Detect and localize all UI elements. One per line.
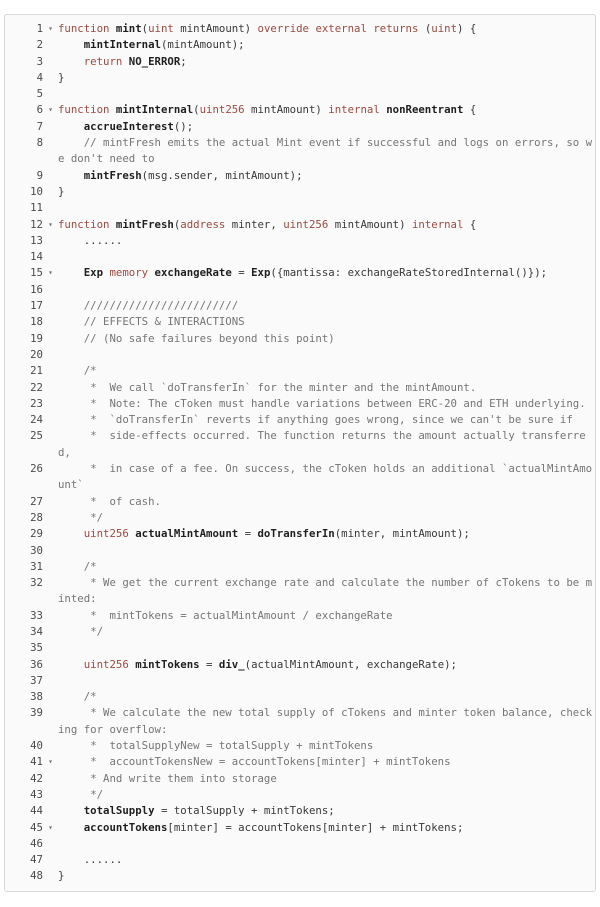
token-comment: * mintTokens = actualMintAmount / exchangeRate — [58, 608, 393, 622]
token-plain: (actualMintAmount, exchangeRate); — [244, 657, 457, 671]
code-line — [9, 820, 595, 836]
code-text — [58, 787, 595, 803]
code-text — [58, 608, 595, 624]
token-identifier: mintFresh — [115, 217, 174, 231]
line-number: 7 — [36, 119, 43, 133]
token-plain: mintAmount) — [328, 217, 412, 231]
code-line — [9, 282, 595, 298]
line-number: 4 — [36, 70, 43, 84]
token-keyword: memory — [109, 266, 149, 280]
code-line — [9, 494, 595, 510]
code-line — [9, 119, 595, 135]
code-line — [9, 249, 595, 265]
token-comment: * `doTransferIn` reverts if anything goes wrong, since we can't be sure if — [58, 413, 573, 427]
token-plain — [58, 690, 84, 703]
code-line — [9, 608, 595, 624]
token-comment: * side-effects occurred. The function returns the amount actually transferred, — [58, 429, 586, 459]
code-text — [58, 265, 595, 281]
code-line — [9, 70, 595, 86]
token-plain: ; — [180, 54, 187, 68]
token-comment: * totalSupplyNew = totalSupply + mintTokens — [58, 739, 374, 753]
code-line — [9, 852, 595, 868]
code-text — [58, 575, 595, 608]
token-keyword: uint — [431, 22, 458, 35]
token-comment: /* — [83, 559, 97, 573]
code-line — [9, 21, 595, 37]
code-text — [58, 37, 595, 53]
code-line — [9, 184, 595, 200]
token-identifier: doTransferIn — [257, 527, 335, 541]
line-number: 40 — [30, 739, 43, 753]
line-number: 10 — [30, 184, 43, 198]
token-keyword: returns — [373, 22, 419, 35]
token-identifier: exchangeRate — [154, 266, 232, 280]
line-number: 25 — [30, 429, 43, 443]
token-identifier: mintInternal — [83, 38, 161, 52]
token-plain: ( — [418, 22, 432, 35]
token-keyword: uint256 — [199, 103, 245, 117]
line-number: 44 — [30, 804, 43, 818]
code-line — [9, 836, 595, 852]
line-number: 22 — [30, 380, 43, 394]
code-line — [9, 331, 595, 347]
line-number: 42 — [30, 771, 43, 785]
code-line — [9, 543, 595, 559]
code-text — [58, 102, 595, 118]
token-keyword: external — [315, 22, 367, 35]
code-line — [9, 624, 595, 640]
token-plain: } — [58, 184, 65, 198]
token-plain — [58, 821, 84, 834]
line-number: 29 — [30, 527, 43, 541]
code-line — [9, 771, 595, 787]
token-plain — [58, 332, 84, 345]
line-number: 38 — [30, 690, 43, 704]
line-number: 28 — [30, 510, 43, 524]
token-comment: * And write them into storage — [58, 771, 277, 785]
token-plain: } — [58, 869, 65, 883]
line-number: 27 — [30, 494, 43, 508]
line-number: 20 — [30, 347, 43, 361]
code-text — [58, 820, 595, 836]
token-plain — [58, 658, 84, 671]
code-line — [9, 428, 595, 461]
code-text — [58, 428, 595, 461]
token-identifier: Exp — [251, 266, 271, 280]
code-lines — [9, 21, 595, 885]
code-text — [58, 298, 595, 314]
token-plain: mintAmount) — [244, 103, 329, 117]
code-line — [9, 461, 595, 494]
token-plain — [58, 560, 84, 573]
code-text — [58, 331, 595, 347]
token-plain: ...... — [58, 853, 123, 867]
code-text — [58, 412, 595, 428]
code-line — [9, 314, 595, 330]
token-plain: (); — [173, 119, 194, 133]
token-plain: ...... — [58, 233, 123, 247]
token-comment: /* — [83, 690, 97, 704]
line-number: 21 — [30, 364, 43, 378]
code-line — [9, 37, 595, 53]
token-identifier: NO_ERROR — [128, 54, 181, 68]
token-plain — [58, 169, 84, 182]
token-identifier: mint — [115, 22, 142, 35]
token-identifier: mintFresh — [83, 168, 142, 182]
code-line — [9, 738, 595, 754]
code-line — [9, 86, 595, 102]
code-line — [9, 559, 595, 575]
token-comment: // mintFresh emits the actual Mint event if successful and logs on errors, so we don't need to — [58, 136, 593, 166]
line-number: 39 — [30, 706, 43, 720]
code-text — [58, 657, 595, 673]
token-keyword: function — [58, 217, 116, 231]
token-plain: = — [199, 657, 219, 671]
code-line — [9, 705, 595, 738]
token-plain: { — [463, 103, 477, 117]
code-line — [9, 575, 595, 608]
token-comment: * We call `doTransferIn` for the minter and the mintAmount. — [58, 380, 477, 394]
line-number: 24 — [30, 413, 43, 427]
line-number: 19 — [30, 331, 43, 345]
code-text — [58, 624, 595, 640]
line-number: 37 — [30, 673, 43, 687]
code-text — [58, 771, 595, 787]
code-line — [9, 396, 595, 412]
token-keyword: function — [58, 22, 116, 35]
code-line — [9, 298, 595, 314]
code-line — [9, 217, 595, 233]
token-comment: * We calculate the new total supply of cTokens and minter token balance, checking for overflow: — [58, 706, 593, 736]
token-plain: = — [231, 266, 252, 280]
code-line — [9, 54, 595, 70]
code-block — [4, 14, 596, 892]
code-line — [9, 868, 595, 884]
code-line — [9, 200, 595, 216]
code-line — [9, 510, 595, 526]
line-number: 17 — [30, 299, 43, 313]
token-plain — [58, 315, 84, 328]
token-comment: //////////////////////// — [83, 299, 239, 313]
code-text — [58, 689, 595, 705]
token-plain: mintAmount) — [173, 22, 258, 35]
code-text — [58, 461, 595, 494]
line-number: 41 — [30, 755, 43, 769]
token-keyword: override — [257, 22, 309, 35]
code-text — [58, 868, 595, 884]
token-plain: ( — [141, 22, 149, 35]
token-plain: [minter] = accountTokens[minter] + mintTokens; — [167, 820, 464, 834]
line-number: 45 — [30, 820, 43, 834]
code-text — [58, 510, 595, 526]
token-comment: /* — [83, 364, 97, 378]
code-line — [9, 657, 595, 673]
line-number: 36 — [30, 657, 43, 671]
line-number: 9 — [36, 168, 43, 182]
token-comment: */ — [58, 787, 104, 801]
token-plain — [58, 364, 84, 377]
token-identifier: actualMintAmount — [135, 527, 239, 541]
line-number: 30 — [30, 543, 43, 557]
code-line — [9, 265, 595, 281]
code-text — [58, 233, 595, 249]
token-keyword: function — [58, 103, 116, 117]
fold-arrow-icon[interactable]: ▾ — [48, 105, 53, 115]
token-plain — [58, 527, 84, 540]
fold-arrow-icon[interactable]: ▾ — [48, 24, 53, 33]
token-comment: // EFFECTS & INTERACTIONS — [83, 315, 245, 329]
code-text — [58, 70, 595, 86]
token-plain — [58, 266, 84, 279]
code-line — [9, 787, 595, 803]
token-identifier: mintTokens — [135, 657, 200, 671]
token-identifier: div_ — [218, 657, 245, 671]
token-plain: ( — [173, 217, 181, 231]
code-text — [58, 21, 595, 37]
token-plain: (minter, mintAmount); — [334, 527, 470, 541]
line-number: 1 — [36, 22, 43, 35]
fold-arrow-icon[interactable]: ▾ — [48, 268, 53, 278]
token-comment: * Note: The cToken must handle variations between ERC-20 and ETH underlying. — [58, 396, 586, 410]
code-line — [9, 412, 595, 428]
line-number: 6 — [36, 103, 43, 117]
code-line — [9, 640, 595, 656]
code-line — [9, 168, 595, 184]
code-line — [9, 689, 595, 705]
code-text — [58, 363, 595, 379]
token-comment: // (No safe failures beyond this point) — [83, 331, 335, 345]
code-line — [9, 102, 595, 118]
code-line — [9, 526, 595, 542]
line-number: 18 — [30, 315, 43, 329]
token-plain: ( — [193, 103, 200, 117]
line-number: 31 — [30, 559, 43, 573]
line-number: 26 — [30, 462, 43, 476]
line-number: 14 — [30, 250, 43, 264]
line-number: 43 — [30, 787, 43, 801]
code-line — [9, 754, 595, 770]
token-identifier: accountTokens — [83, 820, 168, 834]
token-identifier: nonReentrant — [386, 103, 464, 117]
code-line — [9, 380, 595, 396]
token-keyword: uint — [148, 22, 174, 35]
line-number: 12 — [30, 217, 43, 231]
code-text — [58, 396, 595, 412]
line-number: 2 — [36, 38, 43, 52]
code-text — [58, 705, 595, 738]
code-text — [58, 380, 595, 396]
code-line — [9, 803, 595, 819]
token-keyword: uint256 — [83, 657, 129, 671]
token-plain: ({mantissa: exchangeRateStoredInternal()}); — [270, 266, 548, 280]
token-comment: * of cash. — [58, 494, 161, 508]
token-plain: { — [463, 217, 477, 231]
token-comment: * We get the current exchange rate and calculate the number of cTokens to be minted: — [58, 576, 593, 606]
line-number: 13 — [30, 233, 43, 247]
line-number: 46 — [30, 836, 43, 850]
line-number: 11 — [30, 201, 43, 215]
line-number: 23 — [30, 396, 43, 410]
code-text — [58, 184, 595, 200]
token-plain — [58, 38, 84, 51]
code-text — [58, 852, 595, 868]
token-keyword: internal — [328, 103, 380, 117]
code-line — [9, 347, 595, 363]
token-plain: minter, — [225, 217, 284, 231]
token-plain: (mintAmount); — [160, 38, 245, 52]
token-plain: = totalSupply + mintTokens; — [154, 804, 335, 818]
line-number: 15 — [30, 266, 43, 280]
code-text — [58, 754, 595, 770]
code-line — [9, 673, 595, 689]
token-keyword: uint256 — [283, 217, 329, 231]
fold-arrow-icon[interactable]: ▾ — [48, 219, 53, 229]
token-keyword: address — [180, 217, 226, 231]
line-number: 16 — [30, 282, 43, 296]
token-plain: ) { — [457, 22, 477, 35]
code-text — [58, 168, 595, 184]
fold-arrow-icon[interactable]: ▾ — [48, 757, 53, 767]
token-plain: (msg.sender, mintAmount); — [141, 168, 303, 182]
token-identifier: accrueInterest — [83, 119, 174, 133]
line-number: 48 — [30, 869, 43, 883]
code-line — [9, 233, 595, 249]
token-plain — [58, 299, 84, 312]
line-number: 3 — [36, 54, 43, 68]
code-text — [58, 119, 595, 135]
token-identifier: mintInternal — [115, 103, 194, 117]
line-number: 32 — [30, 576, 43, 590]
line-number: 34 — [30, 624, 43, 638]
line-number: 35 — [30, 641, 43, 655]
token-comment: * accountTokensNew = accountTokens[minter] + mintTokens — [58, 755, 451, 769]
token-plain: = — [238, 527, 258, 541]
token-plain: } — [58, 70, 65, 84]
code-text — [58, 217, 595, 233]
token-plain — [58, 804, 84, 817]
code-line — [9, 363, 595, 379]
token-keyword: return — [83, 54, 123, 68]
token-comment: */ — [58, 624, 104, 638]
code-text — [58, 559, 595, 575]
code-line — [9, 135, 595, 168]
line-number: 47 — [30, 853, 43, 867]
line-number: 33 — [30, 608, 43, 622]
token-comment: * in case of a fee. On success, the cToken holds an additional `actualMintAmount` — [58, 462, 593, 492]
token-keyword: internal — [411, 217, 464, 231]
code-text — [58, 54, 595, 70]
line-number: 8 — [36, 136, 43, 150]
code-text — [58, 526, 595, 542]
token-identifier: totalSupply — [83, 804, 155, 818]
token-plain — [58, 120, 84, 133]
token-identifier: Exp — [83, 266, 104, 280]
token-plain — [58, 55, 84, 68]
code-text — [58, 494, 595, 510]
code-text — [58, 135, 595, 168]
token-plain — [58, 136, 84, 149]
line-number: 5 — [36, 87, 43, 101]
code-text — [58, 803, 595, 819]
code-text — [58, 738, 595, 754]
fold-arrow-icon[interactable]: ▾ — [48, 822, 53, 832]
token-comment: */ — [58, 510, 104, 524]
code-text — [58, 314, 595, 330]
token-keyword: uint256 — [83, 527, 129, 541]
